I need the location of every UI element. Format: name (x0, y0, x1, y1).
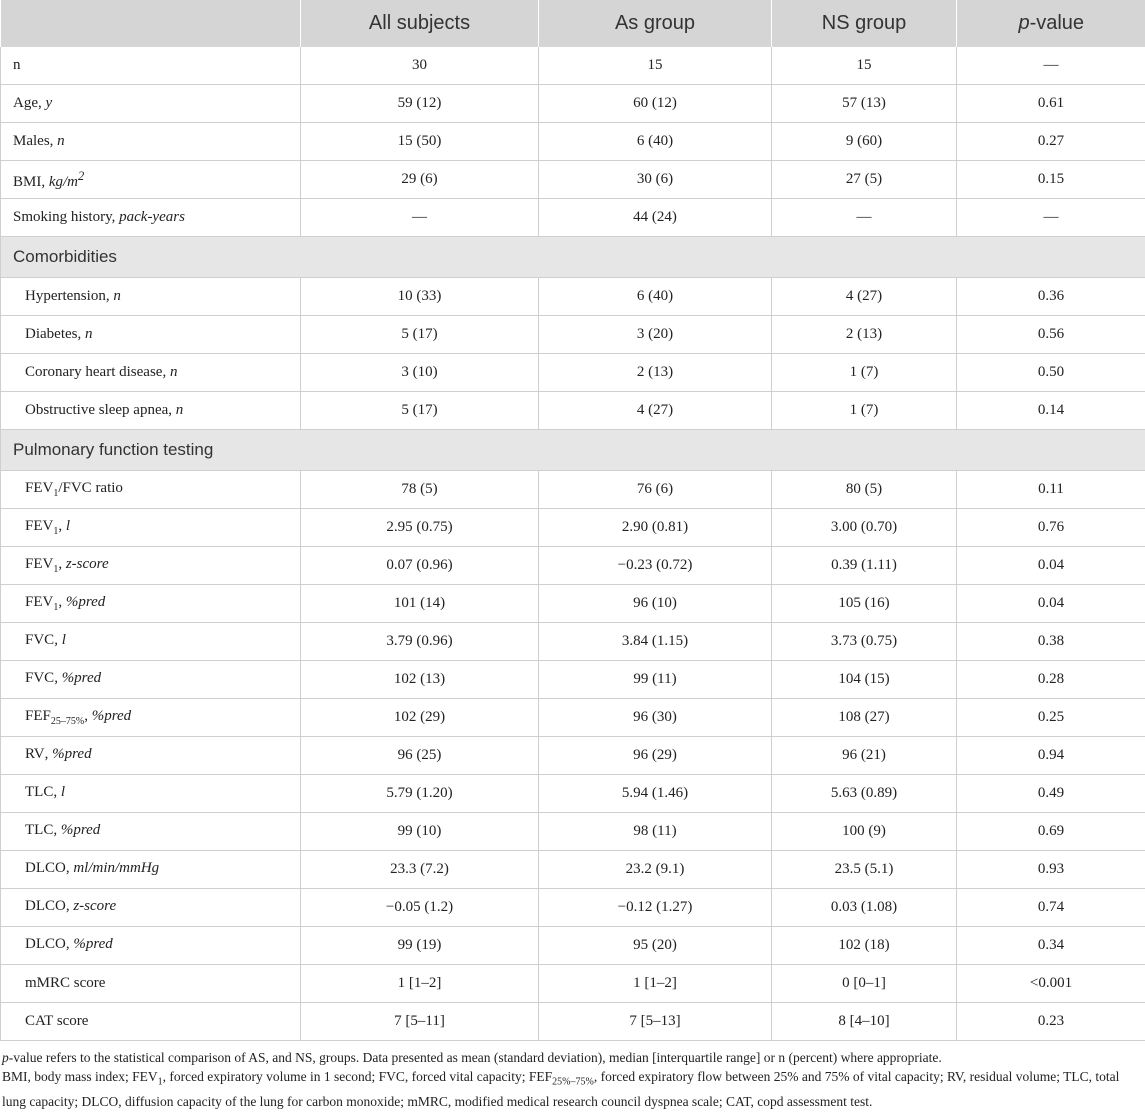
cell: 0.25 (957, 699, 1145, 737)
cell: 5 (17) (301, 316, 539, 354)
row-label: mMRC score (1, 965, 301, 1003)
row-label: $FEF_{25-75\%}$, %pred (1, 699, 301, 737)
cell: −0.12 (1.27) (539, 889, 772, 927)
cell: 1 [1–2] (301, 965, 539, 1003)
cell: 0.07 (0.96) (301, 547, 539, 585)
row-label: Coronary heart disease, n (1, 354, 301, 392)
row-label: FVC, %pred (1, 661, 301, 699)
cell: 76 (6) (539, 471, 772, 509)
section-title: Pulmonary function testing (1, 430, 1145, 471)
cell: 0.93 (957, 851, 1145, 889)
cell: 60 (12) (539, 85, 772, 123)
cell: 15 (539, 47, 772, 85)
row-label: DLCO, %pred (1, 927, 301, 965)
cell: 1 (7) (772, 354, 957, 392)
row-label: $FEV_1$, %pred (1, 585, 301, 623)
footnote-pvalue: p-value refers to the statistical comparison of AS, and NS, groups. Data presented as mean (standard deviation), median [interquartile range] or n (percent) where appropriate. (2, 1050, 942, 1065)
cell: 7 [5–13] (539, 1003, 772, 1041)
cell: 0.03 (1.08) (772, 889, 957, 927)
cell: 44 (24) (539, 199, 772, 237)
cell: 30 (6) (539, 161, 772, 199)
cell: 5 (17) (301, 392, 539, 430)
table-row (1, 775, 1145, 813)
cell: 0.74 (957, 889, 1145, 927)
cell: 4 (27) (772, 278, 957, 316)
cell: 0.49 (957, 775, 1145, 813)
table-row (1, 47, 1145, 85)
header-ns-group: NS group (772, 0, 957, 47)
cell: −0.23 (0.72) (539, 547, 772, 585)
cell: 30 (301, 47, 539, 85)
cell: 108 (27) (772, 699, 957, 737)
cell: 23.2 (9.1) (539, 851, 772, 889)
cell: 15 (772, 47, 957, 85)
cell: 105 (16) (772, 585, 957, 623)
row-label: DLCO, z-score (1, 889, 301, 927)
header-as-group: As group (539, 0, 772, 47)
table-row (1, 471, 1145, 509)
cell: 9 (60) (772, 123, 957, 161)
cell: 0.39 (1.11) (772, 547, 957, 585)
cell: 99 (10) (301, 813, 539, 851)
cell: 23.5 (5.1) (772, 851, 957, 889)
cell: 10 (33) (301, 278, 539, 316)
table-row (1, 161, 1145, 199)
cell: 96 (25) (301, 737, 539, 775)
table-row (1, 278, 1145, 316)
cell: 96 (29) (539, 737, 772, 775)
cell: 102 (29) (301, 699, 539, 737)
table-row (1, 661, 1145, 699)
row-label: FVC, l (1, 623, 301, 661)
pft-rows (1, 471, 1145, 965)
cell: 5.94 (1.46) (539, 775, 772, 813)
cell: 80 (5) (772, 471, 957, 509)
cell: 0.34 (957, 927, 1145, 965)
row-label: $FEV_1$/FVC ratio (1, 471, 301, 509)
cell: 3.73 (0.75) (772, 623, 957, 661)
header-p-value: p-value (957, 0, 1145, 47)
cell: 0.04 (957, 585, 1145, 623)
cell: 0.23 (957, 1003, 1145, 1041)
cell: — (957, 47, 1145, 85)
table-row (1, 199, 1145, 237)
section-title: Comorbidities (1, 237, 1145, 278)
cell: 102 (18) (772, 927, 957, 965)
cell: 96 (10) (539, 585, 772, 623)
row-label: $FEV_1$, z-score (1, 547, 301, 585)
score-rows (1, 965, 1145, 1041)
cell: 78 (5) (301, 471, 539, 509)
cell: 95 (20) (539, 927, 772, 965)
cell: 99 (19) (301, 927, 539, 965)
row-label: BMI, $kg/m^2$ (1, 161, 301, 199)
cell: 27 (5) (772, 161, 957, 199)
row-label: DLCO, ml/min/mmHg (1, 851, 301, 889)
table-row (1, 927, 1145, 965)
row-label: TLC, l (1, 775, 301, 813)
cell: 57 (13) (772, 85, 957, 123)
cell: 8 [4–10] (772, 1003, 957, 1041)
table-row (1, 392, 1145, 430)
row-label: Obstructive sleep apnea, n (1, 392, 301, 430)
cell: 99 (11) (539, 661, 772, 699)
cell: 0 [0–1] (772, 965, 957, 1003)
table-row (1, 623, 1145, 661)
table-row (1, 354, 1145, 392)
row-label: CAT score (1, 1003, 301, 1041)
cell: 1 (7) (772, 392, 957, 430)
cell: 96 (21) (772, 737, 957, 775)
header-all-subjects: All subjects (301, 0, 539, 47)
cell: 2.90 (0.81) (539, 509, 772, 547)
cell: — (772, 199, 957, 237)
table-row (1, 85, 1145, 123)
cell: 2.95 (0.75) (301, 509, 539, 547)
row-label: n (1, 47, 301, 85)
cell: 0.61 (957, 85, 1145, 123)
cell: 0.76 (957, 509, 1145, 547)
row-label: Diabetes, n (1, 316, 301, 354)
table-row (1, 316, 1145, 354)
cell: 7 [5–11] (301, 1003, 539, 1041)
cell: 3.79 (0.96) (301, 623, 539, 661)
cell: 2 (13) (539, 354, 772, 392)
cell: 0.14 (957, 392, 1145, 430)
cell: 0.38 (957, 623, 1145, 661)
cell: −0.05 (1.2) (301, 889, 539, 927)
cell: 0.36 (957, 278, 1145, 316)
cell: 1 [1–2] (539, 965, 772, 1003)
cell: 15 (50) (301, 123, 539, 161)
table-row (1, 965, 1145, 1003)
row-label: TLC, %pred (1, 813, 301, 851)
cell: 3.84 (1.15) (539, 623, 772, 661)
cell: 4 (27) (539, 392, 772, 430)
table-row (1, 123, 1145, 161)
table-row (1, 889, 1145, 927)
cell: 104 (15) (772, 661, 957, 699)
cell: 100 (9) (772, 813, 957, 851)
cell: 59 (12) (301, 85, 539, 123)
cell: 0.28 (957, 661, 1145, 699)
header-blank (1, 0, 301, 47)
table-row (1, 509, 1145, 547)
cell: 0.50 (957, 354, 1145, 392)
cell: <0.001 (957, 965, 1145, 1003)
table-row (1, 737, 1145, 775)
table-row (1, 813, 1145, 851)
cell: 23.3 (7.2) (301, 851, 539, 889)
cell: 0.69 (957, 813, 1145, 851)
cell: 6 (40) (539, 278, 772, 316)
cell: 101 (14) (301, 585, 539, 623)
table-footnotes (0, 1041, 1145, 1111)
cell: 3 (20) (539, 316, 772, 354)
cell: 98 (11) (539, 813, 772, 851)
footnote-abbreviations: BMI, body mass index; $FEV_1$, forced expiratory volume in 1 second; FVC, forced vital capacity; $FEF_{25\%-75\%}$, forced expiratory flow between 25% and 75% of vital capacity; RV, residual volume; TLC, total lung capacity; DLCO, diffusion capacity of the lung for carbon monoxide; mMRC, modified medical research council dyspnea scale; CAT, copd assessment test. (2, 1069, 1120, 1109)
cell: 5.63 (0.89) (772, 775, 957, 813)
table-row (1, 547, 1145, 585)
cell: 2 (13) (772, 316, 957, 354)
cell: 0.56 (957, 316, 1145, 354)
table-header (1, 0, 1145, 47)
cell: 29 (6) (301, 161, 539, 199)
table-row (1, 585, 1145, 623)
cell: 0.94 (957, 737, 1145, 775)
cell: 0.11 (957, 471, 1145, 509)
row-label: Males, n (1, 123, 301, 161)
cell: 96 (30) (539, 699, 772, 737)
table-row (1, 699, 1145, 737)
cell: 3.00 (0.70) (772, 509, 957, 547)
cell: — (301, 199, 539, 237)
cell: 3 (10) (301, 354, 539, 392)
section-row-pulmonary-function (1, 430, 1145, 471)
cell: 0.15 (957, 161, 1145, 199)
cell: 6 (40) (539, 123, 772, 161)
row-label: Age, y (1, 85, 301, 123)
row-label: $FEV_1$, l (1, 509, 301, 547)
row-label: RV, %pred (1, 737, 301, 775)
row-label: Smoking history, pack-years (1, 199, 301, 237)
cell: 102 (13) (301, 661, 539, 699)
cell: — (957, 199, 1145, 237)
cell: 0.27 (957, 123, 1145, 161)
table-row (1, 851, 1145, 889)
row-label: Hypertension, n (1, 278, 301, 316)
cell: 0.04 (957, 547, 1145, 585)
cell: 5.79 (1.20) (301, 775, 539, 813)
section-row-comorbidities (1, 237, 1145, 278)
table-row (1, 1003, 1145, 1041)
